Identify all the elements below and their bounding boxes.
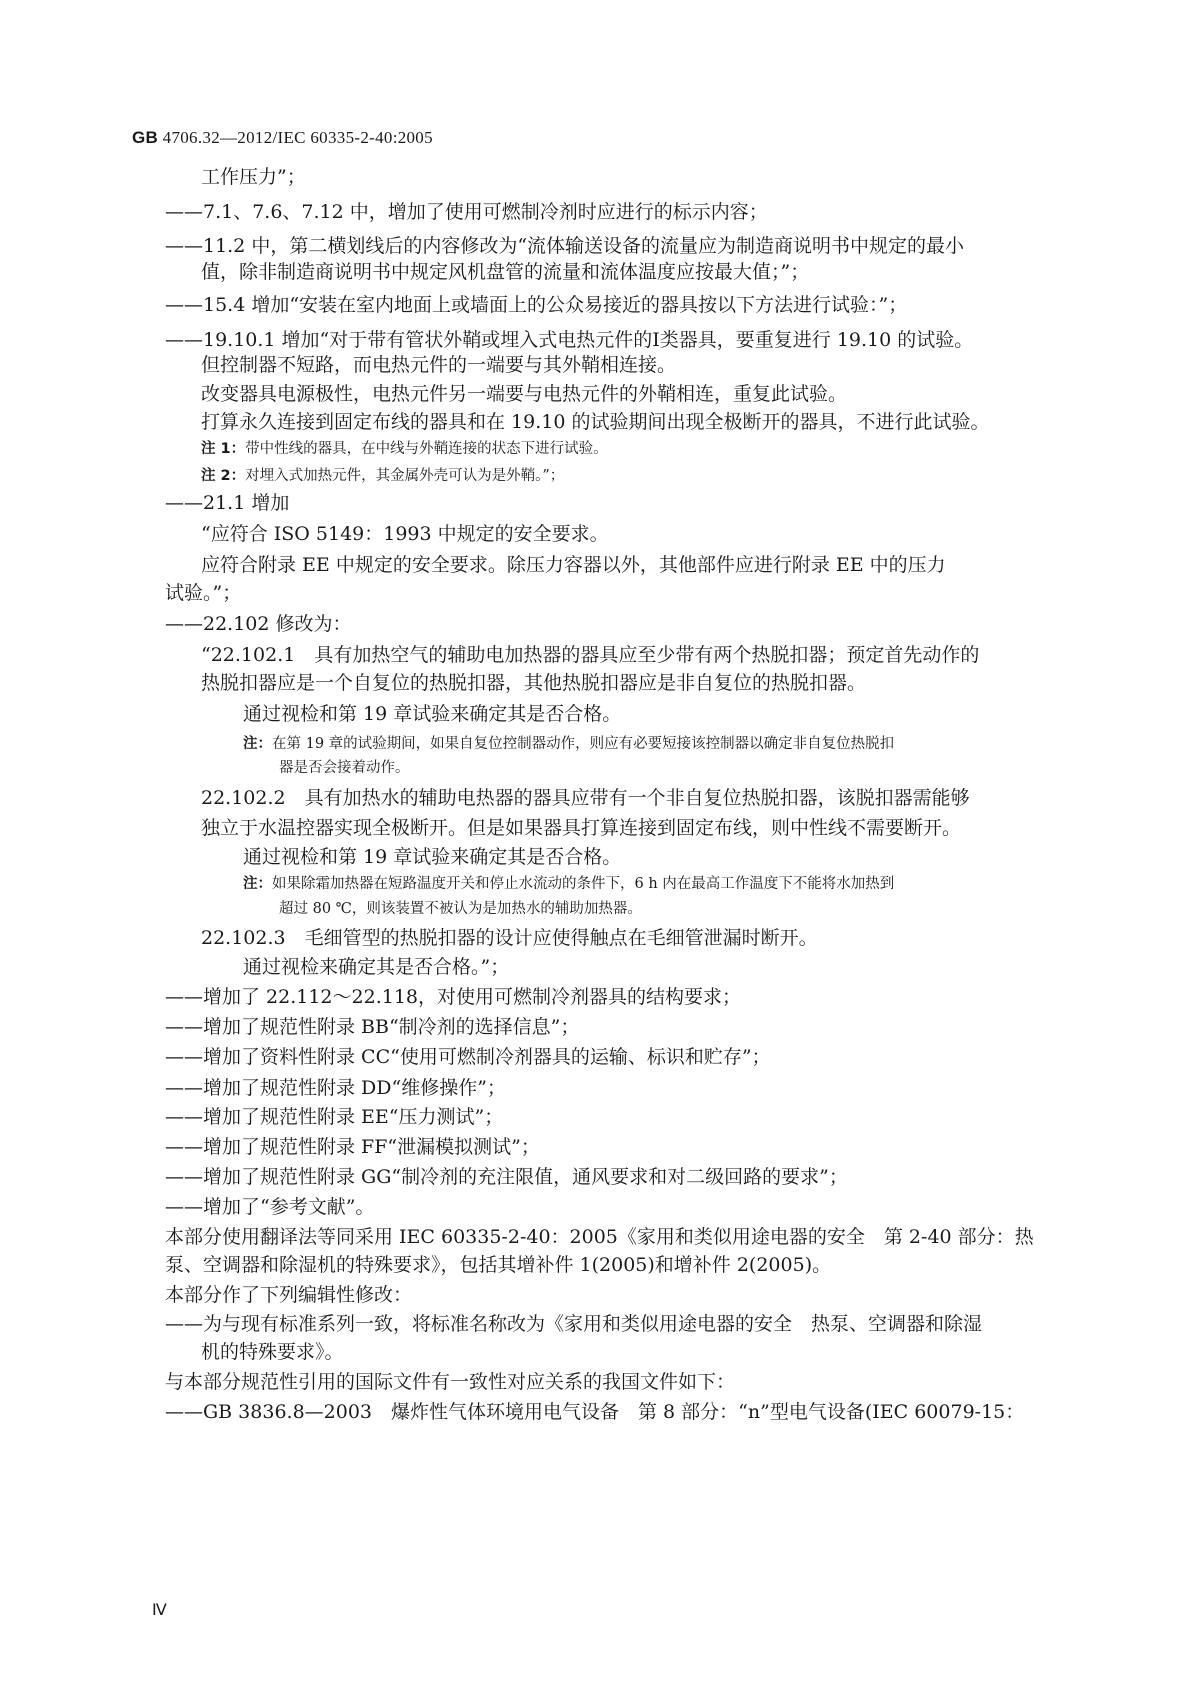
paragraph-line: 与本部分规范性引用的国际文件有一致性对应关系的我国文件如下： — [165, 1371, 736, 1393]
note-text: 在第 19 章的试验期间，如果自复位控制器动作，则应有必要短接该控制器以确定非自复位热脱扣 — [272, 736, 895, 752]
text-line: 通过视检和第 19 章试验来确定其是否合格。 — [243, 846, 622, 868]
note-text: 器是否会接着动作。 — [279, 760, 410, 776]
list-item: ——19.10.1 增加“对于带有管状外鞘或埋入式电热元件的Ⅰ类器具，要重复进行 19.10 的试验。 — [165, 329, 974, 351]
note-label: 注 1： — [201, 441, 246, 457]
text-line: 打算永久连接到固定布线的器具和在 19.10 的试验期间出现全极断开的器具，不进行此试验。 — [201, 411, 990, 433]
list-item: ——为与现有标准系列一致，将标准名称改为《家用和类似用途电器的安全 热泵、空调器和除湿 — [165, 1313, 983, 1335]
list-item: ——15.4 增加“安装在室内地面上或墙面上的公众易接近的器具按以下方法进行试验：”； — [165, 294, 908, 316]
note-label: 注 2： — [201, 468, 246, 484]
text-line: 机的特殊要求》。 — [201, 1341, 344, 1363]
text-line: 但控制器不短路，而电热元件的一端要与其外鞘相连接。 — [201, 354, 677, 376]
paragraph-line: 泵、空调器和除湿机的特殊要求》，包括其增补件 1(2005)和增补件 2(2005)。 — [165, 1254, 832, 1276]
standard-prefix: GB — [132, 128, 159, 147]
list-item: ——增加了规范性附录 FF“泄漏模拟测试”； — [165, 1136, 540, 1158]
list-item: ——增加了“参考文献”。 — [165, 1196, 375, 1218]
text-line: 应符合附录 EE 中规定的安全要求。除压力容器以外，其他部件应进行附录 EE 中的压力 — [201, 554, 946, 576]
note-label: 注： — [243, 876, 272, 892]
note-text: 超过 80 ℃，则该装置不被认为是加热水的辅助加热器。 — [279, 901, 642, 917]
list-item: ——11.2 中，第二横划线后的内容修改为“流体输送设备的流量应为制造商说明书中规定的最小 — [165, 235, 965, 257]
note-label: 注： — [243, 736, 272, 752]
list-item: ——增加了规范性附录 BB“制冷剂的选择信息”； — [165, 1016, 580, 1038]
note — [279, 758, 410, 778]
note-text: 如果除霜加热器在短路温度开关和停止水流动的条件下，6 h 内在最高工作温度下不能将水加热到 — [272, 876, 895, 892]
list-item: ——增加了规范性附录 DD“维修操作”； — [165, 1077, 506, 1099]
text-line: 工作压力”； — [201, 166, 306, 188]
list-item: ——7.1、7.6、7.12 中，增加了使用可燃制冷剂时应进行的标示内容； — [165, 201, 768, 223]
text-line: 试验。”； — [165, 582, 242, 604]
list-item: ——增加了 22.112～22.118，对使用可燃制冷剂器具的结构要求； — [165, 986, 742, 1008]
list-item: ——增加了规范性附录 GG“制冷剂的充注限值，通风要求和对二级回路的要求”； — [165, 1166, 848, 1188]
page-number: Ⅳ — [152, 1602, 167, 1619]
text-line: 通过视检来确定其是否合格。”； — [243, 956, 510, 978]
note-text: 带中性线的器具，在中线与外鞘连接的状态下进行试验。 — [245, 441, 608, 457]
paragraph-line: 本部分使用翻译法等同采用 IEC 60335-2-40：2005《家用和类似用途电器的安全 第 2-40 部分：热 — [165, 1226, 1034, 1248]
standard-header — [132, 128, 433, 148]
note — [243, 874, 894, 894]
standard-number: 4706.32—2012/IEC 60335-2-40:2005 — [158, 128, 433, 147]
text-line: “22.102.1 具有加热空气的辅助电加热器的器具应至少带有两个热脱扣器；预定首先动作的 — [201, 644, 980, 666]
paragraph-line: 本部分作了下列编辑性修改： — [165, 1284, 413, 1306]
note — [201, 439, 608, 459]
list-item: ——21.1 增加 — [165, 492, 290, 514]
text-line: 热脱扣器应是一个自复位的热脱扣器，其他热脱扣器应是非自复位的热脱扣器。 — [201, 672, 867, 694]
text-line: 22.102.2 具有加热水的辅助电热器的器具应带有一个非自复位热脱扣器，该脱扣器需能够 — [201, 787, 970, 809]
list-item: ——增加了规范性附录 EE“压力测试”； — [165, 1106, 504, 1128]
text-line: “应符合 ISO 5149：1993 中规定的安全要求。 — [201, 523, 609, 545]
note — [243, 734, 894, 754]
text-line: 通过视检和第 19 章试验来确定其是否合格。 — [243, 703, 622, 725]
list-item: ——GB 3836.8—2003 爆炸性气体环境用电气设备 第 8 部分：“n”型电气设备(IEC 60079-15： — [165, 1401, 1025, 1423]
text-line: 独立于水温控器实现全极断开。但是如果器具打算连接到固定布线，则中性线不需要断开。 — [201, 817, 962, 839]
note — [201, 466, 564, 486]
note — [279, 899, 642, 919]
text-line: 值，除非制造商说明书中规定风机盘管的流量和流体温度应按最大值；”； — [201, 261, 810, 283]
text-line: 22.102.3 毛细管型的热脱扣器的设计应使得触点在毛细管泄漏时断开。 — [201, 927, 818, 949]
list-item: ——增加了资料性附录 CC“使用可燃制冷剂器具的运输、标识和贮存”； — [165, 1046, 771, 1068]
list-item: ——22.102 修改为： — [165, 613, 352, 635]
text-line: 改变器具电源极性，电热元件另一端要与电热元件的外鞘相连，重复此试验。 — [201, 383, 848, 405]
note-text: 对埋入式加热元件，其金属外壳可认为是外鞘。”； — [245, 468, 565, 484]
